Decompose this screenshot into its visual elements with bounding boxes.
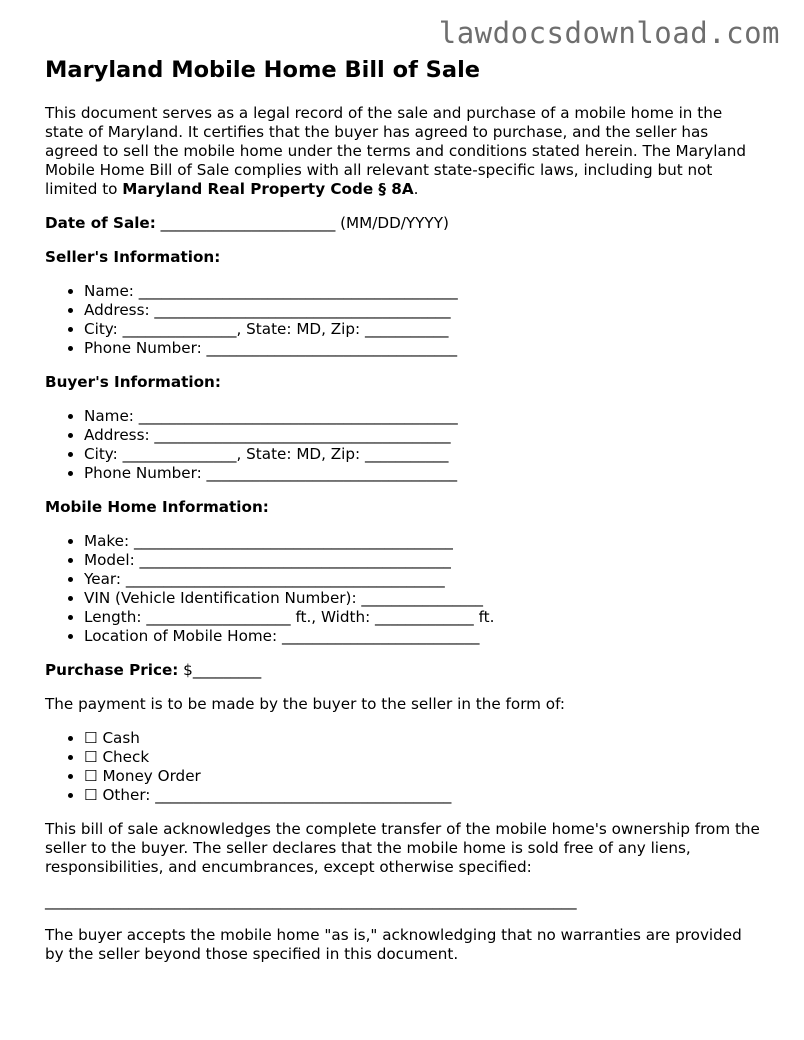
vin-field[interactable]: • VIN (Vehicle Identification Number): ________________ (84, 589, 760, 608)
watermark: lawdocsdownload.com (438, 16, 780, 50)
buyer-city-field[interactable]: • City: _______________, State: MD, Zip: ___________ (84, 445, 760, 464)
make-field[interactable]: • Make: __________________________________________ (84, 532, 760, 551)
payment-option-money-order[interactable]: • ☐ Money Order (84, 767, 760, 786)
year-field[interactable]: • Year: __________________________________________ (84, 570, 760, 589)
date-of-sale (45, 214, 760, 233)
payment-option-other[interactable]: • ☐ Other: _______________________________________ (84, 786, 760, 805)
buyer-phone-field[interactable]: • Phone Number: _________________________________ (84, 464, 760, 483)
seller-fields (45, 282, 760, 358)
payment-option-check[interactable]: • ☐ Check (84, 748, 760, 767)
dimensions-field[interactable]: • Length: ___________________ ft., Width: _____________ ft. (84, 608, 760, 627)
payment-option-cash[interactable]: • ☐ Cash (84, 729, 760, 748)
purchase-price-label: Purchase Price: (45, 661, 179, 679)
mobile-home-fields (45, 532, 760, 646)
document-body (45, 56, 760, 979)
mobile-home-heading: Mobile Home Information: (45, 498, 269, 516)
location-field[interactable]: • Location of Mobile Home: __________________________ (84, 627, 760, 646)
intro-paragraph (45, 104, 760, 199)
seller-phone-field[interactable]: • Phone Number: _________________________________ (84, 339, 760, 358)
seller-heading: Seller's Information: (45, 248, 221, 266)
acknowledgement-paragraph: This bill of sale acknowledges the complete transfer of the mobile home's ownership from the seller to the buyer. The seller declares that the mobile home is sold free of any liens, responsibilities, and encumbrances, except otherwise specified: (45, 820, 760, 876)
intro-code: Maryland Real Property Code § 8A (122, 180, 414, 198)
purchase-price-field[interactable]: $_________ (178, 661, 262, 679)
seller-name-field[interactable]: • Name: __________________________________________ (84, 282, 760, 301)
model-field[interactable]: • Model: _________________________________________ (84, 551, 760, 570)
intro-end: . (413, 180, 419, 198)
intro-text: This document serves as a legal record of the sale and purchase of a mobile home in the state of Maryland. It certifies that the buyer has agreed to purchase, and the seller has agreed to sell the mobile home under the terms and conditions stated herein. The Maryland Mobile Home Bill of Sale complies with all relevant state-specific laws, including but not limited to (45, 104, 746, 198)
date-of-sale-label: Date of Sale: (45, 214, 156, 232)
payment-intro: The payment is to be made by the buyer to the seller in the form of: (45, 695, 566, 713)
seller-address-field[interactable]: • Address: _______________________________________ (84, 301, 760, 320)
purchase-price (45, 661, 760, 680)
buyer-fields (45, 407, 760, 483)
as-is-paragraph: The buyer accepts the mobile home "as is," acknowledging that no warranties are provided by the seller beyond those specified in this document. (45, 926, 742, 963)
exceptions-line[interactable]: ______________________________________________________________________ (45, 892, 577, 910)
payment-options (45, 729, 760, 805)
date-of-sale-field[interactable]: _______________________ (MM/DD/YYYY) (155, 214, 449, 232)
page-title: Maryland Mobile Home Bill of Sale (45, 57, 481, 83)
buyer-name-field[interactable]: • Name: __________________________________________ (84, 407, 760, 426)
seller-city-field[interactable]: • City: _______________, State: MD, Zip: ___________ (84, 320, 760, 339)
buyer-address-field[interactable]: • Address: _______________________________________ (84, 426, 760, 445)
buyer-heading: Buyer's Information: (45, 373, 221, 391)
